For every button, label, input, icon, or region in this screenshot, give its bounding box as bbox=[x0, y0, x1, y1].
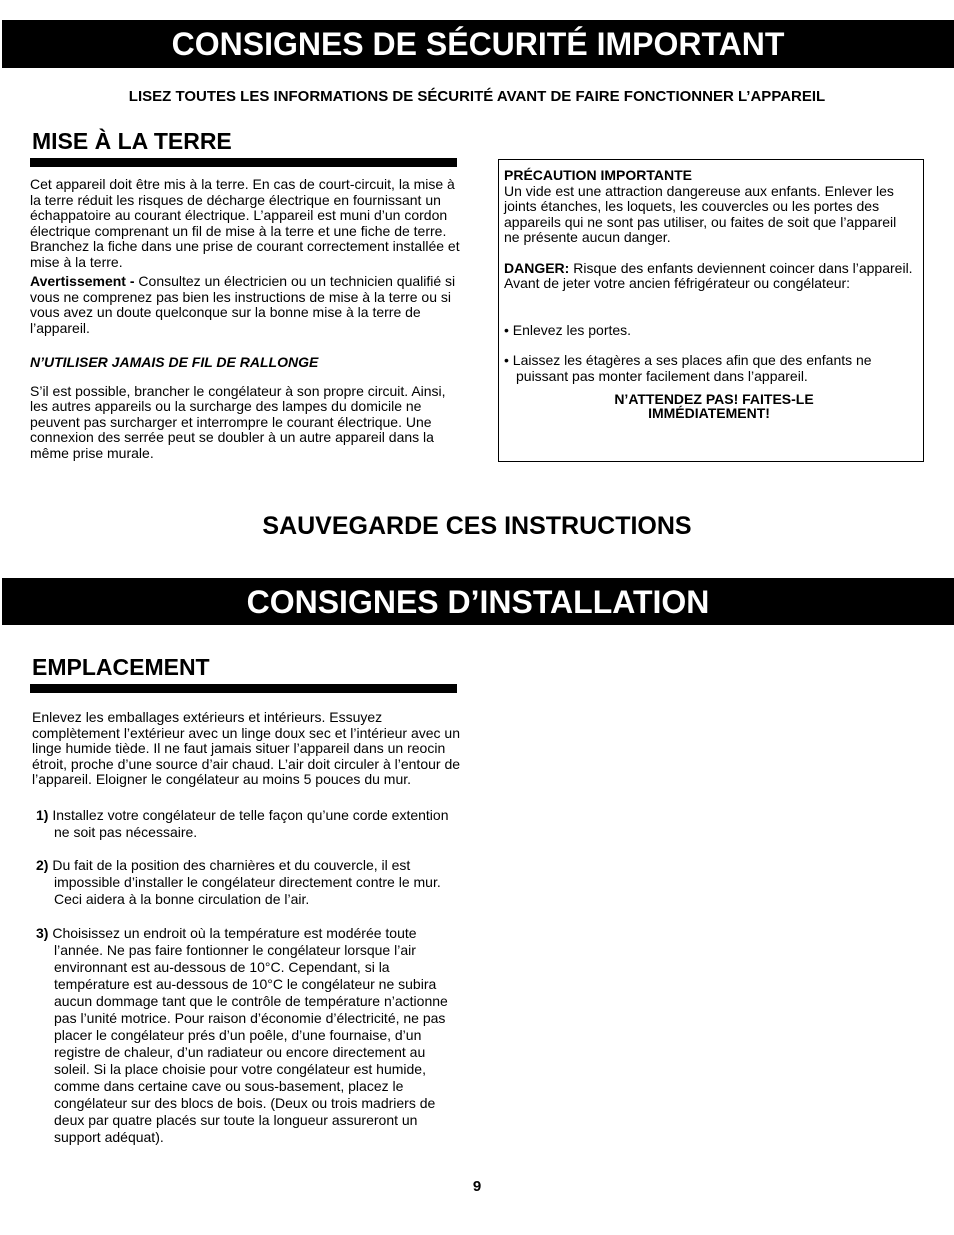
save-instructions-title: SAUVEGARDE CES INSTRUCTIONS bbox=[262, 512, 692, 540]
grounding-paragraph: Cet appareil doit être mis à la terre. En cas de court-circuit, la mise à la terre réduit les risques de décharge électrique en fournissant un échappatoire au courant électrique. L’appareil est muni d’un cordon électrique comprenant un fil de mise à la terre et une fiche de terre. Branchez la fiche dans une prise de courant correctement installée et mise à la terre. bbox=[30, 176, 460, 270]
safety-title: CONSIGNES DE SÉCURITÉ IMPORTANT bbox=[171, 26, 785, 62]
location-section bbox=[32, 710, 462, 1146]
caution-heading: PRÉCAUTION IMPORTANTE bbox=[504, 167, 692, 183]
item-text: Du fait de la position des charnières et du couvercle, il est impossible d’installer le congélateur directement contre le mur. Ceci aidera à la bonne circulation de l’air. bbox=[48, 856, 441, 907]
installation-title: CONSIGNES D’INSTALLATION bbox=[246, 584, 710, 620]
caution-bullet: • Enlevez les portes. bbox=[504, 321, 632, 338]
grounding-rule bbox=[30, 158, 457, 167]
location-title: EMPLACEMENT bbox=[32, 654, 210, 680]
installation-banner bbox=[2, 578, 954, 625]
caution-footer-line1: N’ATTENDEZ PAS! FAITES-LE bbox=[614, 391, 814, 407]
caution-bullet: • Laissez les étagères a ses places afin que des enfants ne puissant pas monter facilement dans l’appareil. bbox=[504, 352, 872, 384]
safety-banner bbox=[2, 20, 954, 68]
location-item bbox=[32, 857, 462, 908]
caution-text: Un vide est une attraction dangereuse aux enfants. Enlever les joints étanches, les loquets, les couvercles ou les portes des appareils qui ne sont pas utiliser, ou faites de soit que l’appareil ne présente aucun danger. bbox=[504, 182, 897, 245]
item-text: Choisissez un endroit où la température est modérée toute l’année. Ne pas faire fontionner le congélateur lorsque l’air environnant est au-dessous de 10°C. Cependant, si la température est au-dessous de 10°C le congélateur ne subira aucun dommage tant que le contrôle de température n’actionne pas l’unité motrice. Pour raison d’économie d’électricité, ne pas placer le congélateur prés d’un poêle, d’une fournaise, d’un registre de chaleur, d’un radiateur ou encore directement au soleil. Si la place choisie pour votre congélateur est humide, comme dans certaine cave ou sous-basement, placez le congélateur sur des blocs de bois. (Deux ou trois madriers de deux par quatre placés sur toute la longueur assureront un support adéquat). bbox=[48, 924, 448, 1145]
location-rule bbox=[30, 684, 457, 693]
location-item bbox=[32, 807, 462, 841]
item-number: 2) bbox=[36, 856, 49, 873]
danger-label: DANGER: bbox=[504, 259, 570, 276]
grounding-title: MISE À LA TERRE bbox=[32, 128, 232, 154]
caution-box bbox=[498, 159, 924, 462]
item-number: 3) bbox=[36, 924, 49, 941]
warning-label: Avertissement - bbox=[30, 273, 135, 289]
grounding-section bbox=[30, 177, 462, 461]
grounding-warning bbox=[30, 274, 462, 336]
caution-footer-line2: IMMÉDIATEMENT! bbox=[648, 405, 770, 421]
warning-text: Consultez un électricien ou un technicien qualifié si vous ne comprenez pas bien les instructions de mise à la terre ou si vous avez un doute quelconque sur la bonne mise à la terre de l’appareil. bbox=[30, 273, 456, 336]
danger-text bbox=[504, 261, 914, 292]
location-intro: Enlevez les emballages extérieurs et intérieurs. Essuyez complètement l’extérieur avec un linge doux sec et l’intérieur avec un linge humide tiède. Il ne faut jamais situer l’appareil dans un reocin étroit, proche d’une source d’air chaud. L’air doit circuler à l’entour de l’appareil. Eloigner le congélateur au moins 5 pouces du mur. bbox=[32, 709, 461, 787]
extension-heading: N’UTILISER JAMAIS DE FIL DE RALLONGE bbox=[30, 354, 319, 370]
item-text: Installez votre congélateur de telle façon qu’une corde extention ne soit pas nécessaire. bbox=[48, 806, 449, 840]
page-number: 9 bbox=[472, 1178, 482, 1195]
extension-paragraph: S’il est possible, brancher le congélateur à son propre circuit. Ainsi, les autres appareils ou la surcharge des lampes du domicile ne peuvent pas surcharger et interrompre le courant électrique. Une connexion des serrée peut se doubler à un autre appareil dans la même prise murale. bbox=[30, 382, 446, 461]
location-item bbox=[32, 925, 462, 1146]
item-number: 1) bbox=[36, 806, 49, 823]
danger-body: Risque des enfants deviennent coincer dans l’appareil. Avant de jeter votre ancien féfrigérateur ou congélateur: bbox=[504, 259, 913, 291]
safety-subtitle: LISEZ TOUTES LES INFORMATIONS DE SÉCURITÉ AVANT DE FAIRE FONCTIONNER L’APPAREIL bbox=[128, 88, 826, 105]
